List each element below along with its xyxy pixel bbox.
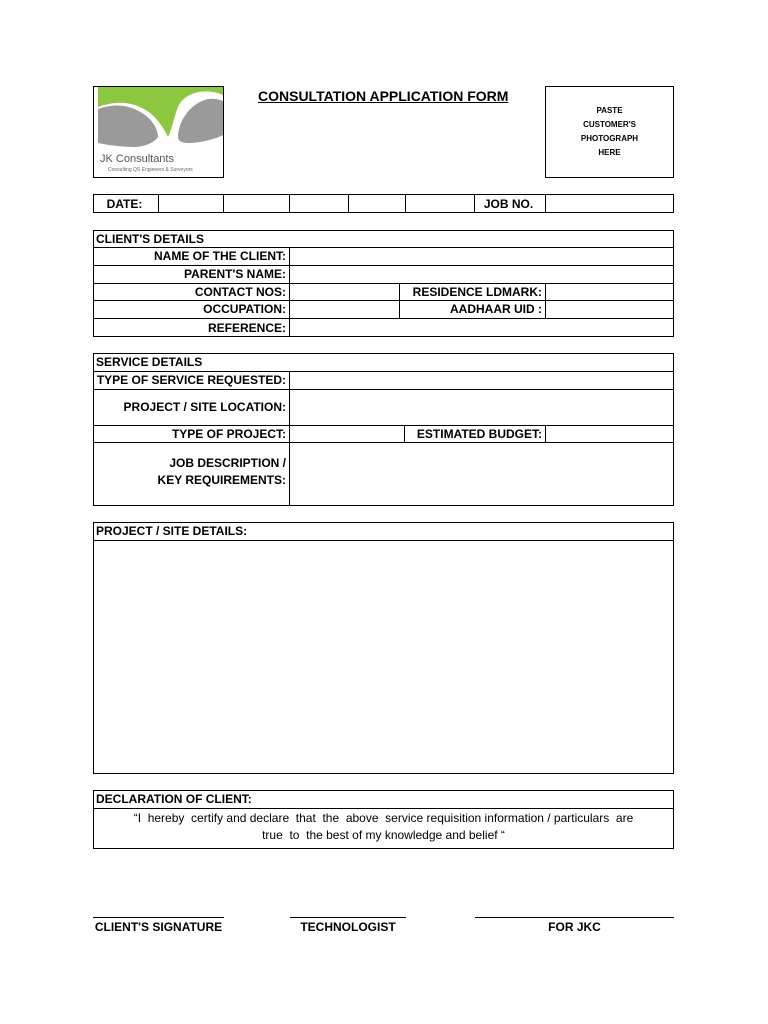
project-type-label: TYPE OF PROJECT:: [171, 426, 286, 441]
client-name-field[interactable]: [290, 248, 673, 265]
date-field-1[interactable]: [159, 195, 223, 212]
technologist-signature-line[interactable]: [290, 917, 406, 918]
date-field-3[interactable]: [290, 195, 348, 212]
client-name-label: NAME OF THE CLIENT:: [154, 249, 286, 263]
residence-landmark-field[interactable]: [546, 284, 673, 300]
site-details-header: PROJECT / SITE DETAILS:: [96, 524, 248, 538]
residence-landmark-label: RESIDENCE LDMARK:: [412, 284, 542, 299]
parent-name-field[interactable]: [290, 266, 673, 283]
contact-nos-field[interactable]: [290, 284, 399, 300]
date-field-2[interactable]: [224, 195, 289, 212]
date-label: DATE:: [106, 196, 143, 211]
service-type-label: TYPE OF SERVICE REQUESTED:: [96, 373, 286, 387]
site-location-field[interactable]: [290, 390, 673, 425]
company-logo: [93, 86, 224, 178]
site-details-field[interactable]: [94, 541, 673, 773]
jkc-signature-line[interactable]: [475, 917, 674, 918]
declaration-text: [96, 810, 671, 844]
date-field-5[interactable]: [406, 195, 474, 212]
date-field-4[interactable]: [349, 195, 405, 212]
aadhaar-uid-field[interactable]: [546, 301, 673, 318]
job-description-line1: JOB DESCRIPTION /: [169, 456, 286, 470]
for-jkc-label: FOR JKC: [548, 920, 601, 934]
occupation-label: OCCUPATION:: [203, 302, 286, 316]
declaration-line2: true to the best of my knowledge and belief “: [262, 828, 505, 842]
photo-label-line2: CUSTOMER'S: [583, 120, 636, 129]
job-no-field[interactable]: [546, 195, 673, 212]
aadhaar-uid-label: AADHAAR UID :: [450, 302, 542, 316]
client-signature-line[interactable]: [93, 917, 224, 918]
logo-tagline: Consulting QS Engineers & Surveyors: [108, 167, 193, 173]
job-description-label: [93, 455, 286, 489]
client-signature-label: CLIENT'S SIGNATURE: [94, 920, 223, 934]
form-title: CONSULTATION APPLICATION FORM: [258, 88, 509, 104]
photo-box[interactable]: [545, 86, 674, 178]
technologist-label: TECHNOLOGIST: [300, 920, 396, 934]
logo-company-name: JK Consultants: [100, 153, 174, 165]
declaration-line1: “I hereby certify and declare that the above service requisition information / particulars are: [133, 811, 634, 825]
job-description-field[interactable]: [290, 443, 673, 505]
parent-name-label: PARENT'S NAME:: [184, 267, 286, 281]
client-details-header: CLIENT'S DETAILS: [96, 231, 204, 246]
contact-nos-label: CONTACT NOS:: [194, 284, 286, 299]
estimated-budget-label: ESTIMATED BUDGET:: [416, 426, 542, 441]
job-description-line2: KEY REQUIREMENTS:: [157, 473, 286, 487]
job-no-label: JOB NO.: [483, 196, 534, 211]
reference-field[interactable]: [290, 319, 673, 336]
reference-label: REFERENCE:: [207, 320, 286, 335]
photo-label-line4: HERE: [598, 148, 621, 157]
site-location-label: PROJECT / SITE LOCATION:: [123, 400, 286, 414]
service-type-field[interactable]: [290, 372, 673, 389]
estimated-budget-field[interactable]: [546, 426, 673, 442]
declaration-header: DECLARATION OF CLIENT:: [96, 792, 252, 806]
photo-label-line3: PHOTOGRAPH: [580, 134, 639, 143]
occupation-field[interactable]: [290, 301, 399, 318]
photo-label-line1: PASTE: [596, 106, 623, 115]
project-type-field[interactable]: [290, 426, 404, 442]
service-details-header: SERVICE DETAILS: [96, 355, 203, 369]
